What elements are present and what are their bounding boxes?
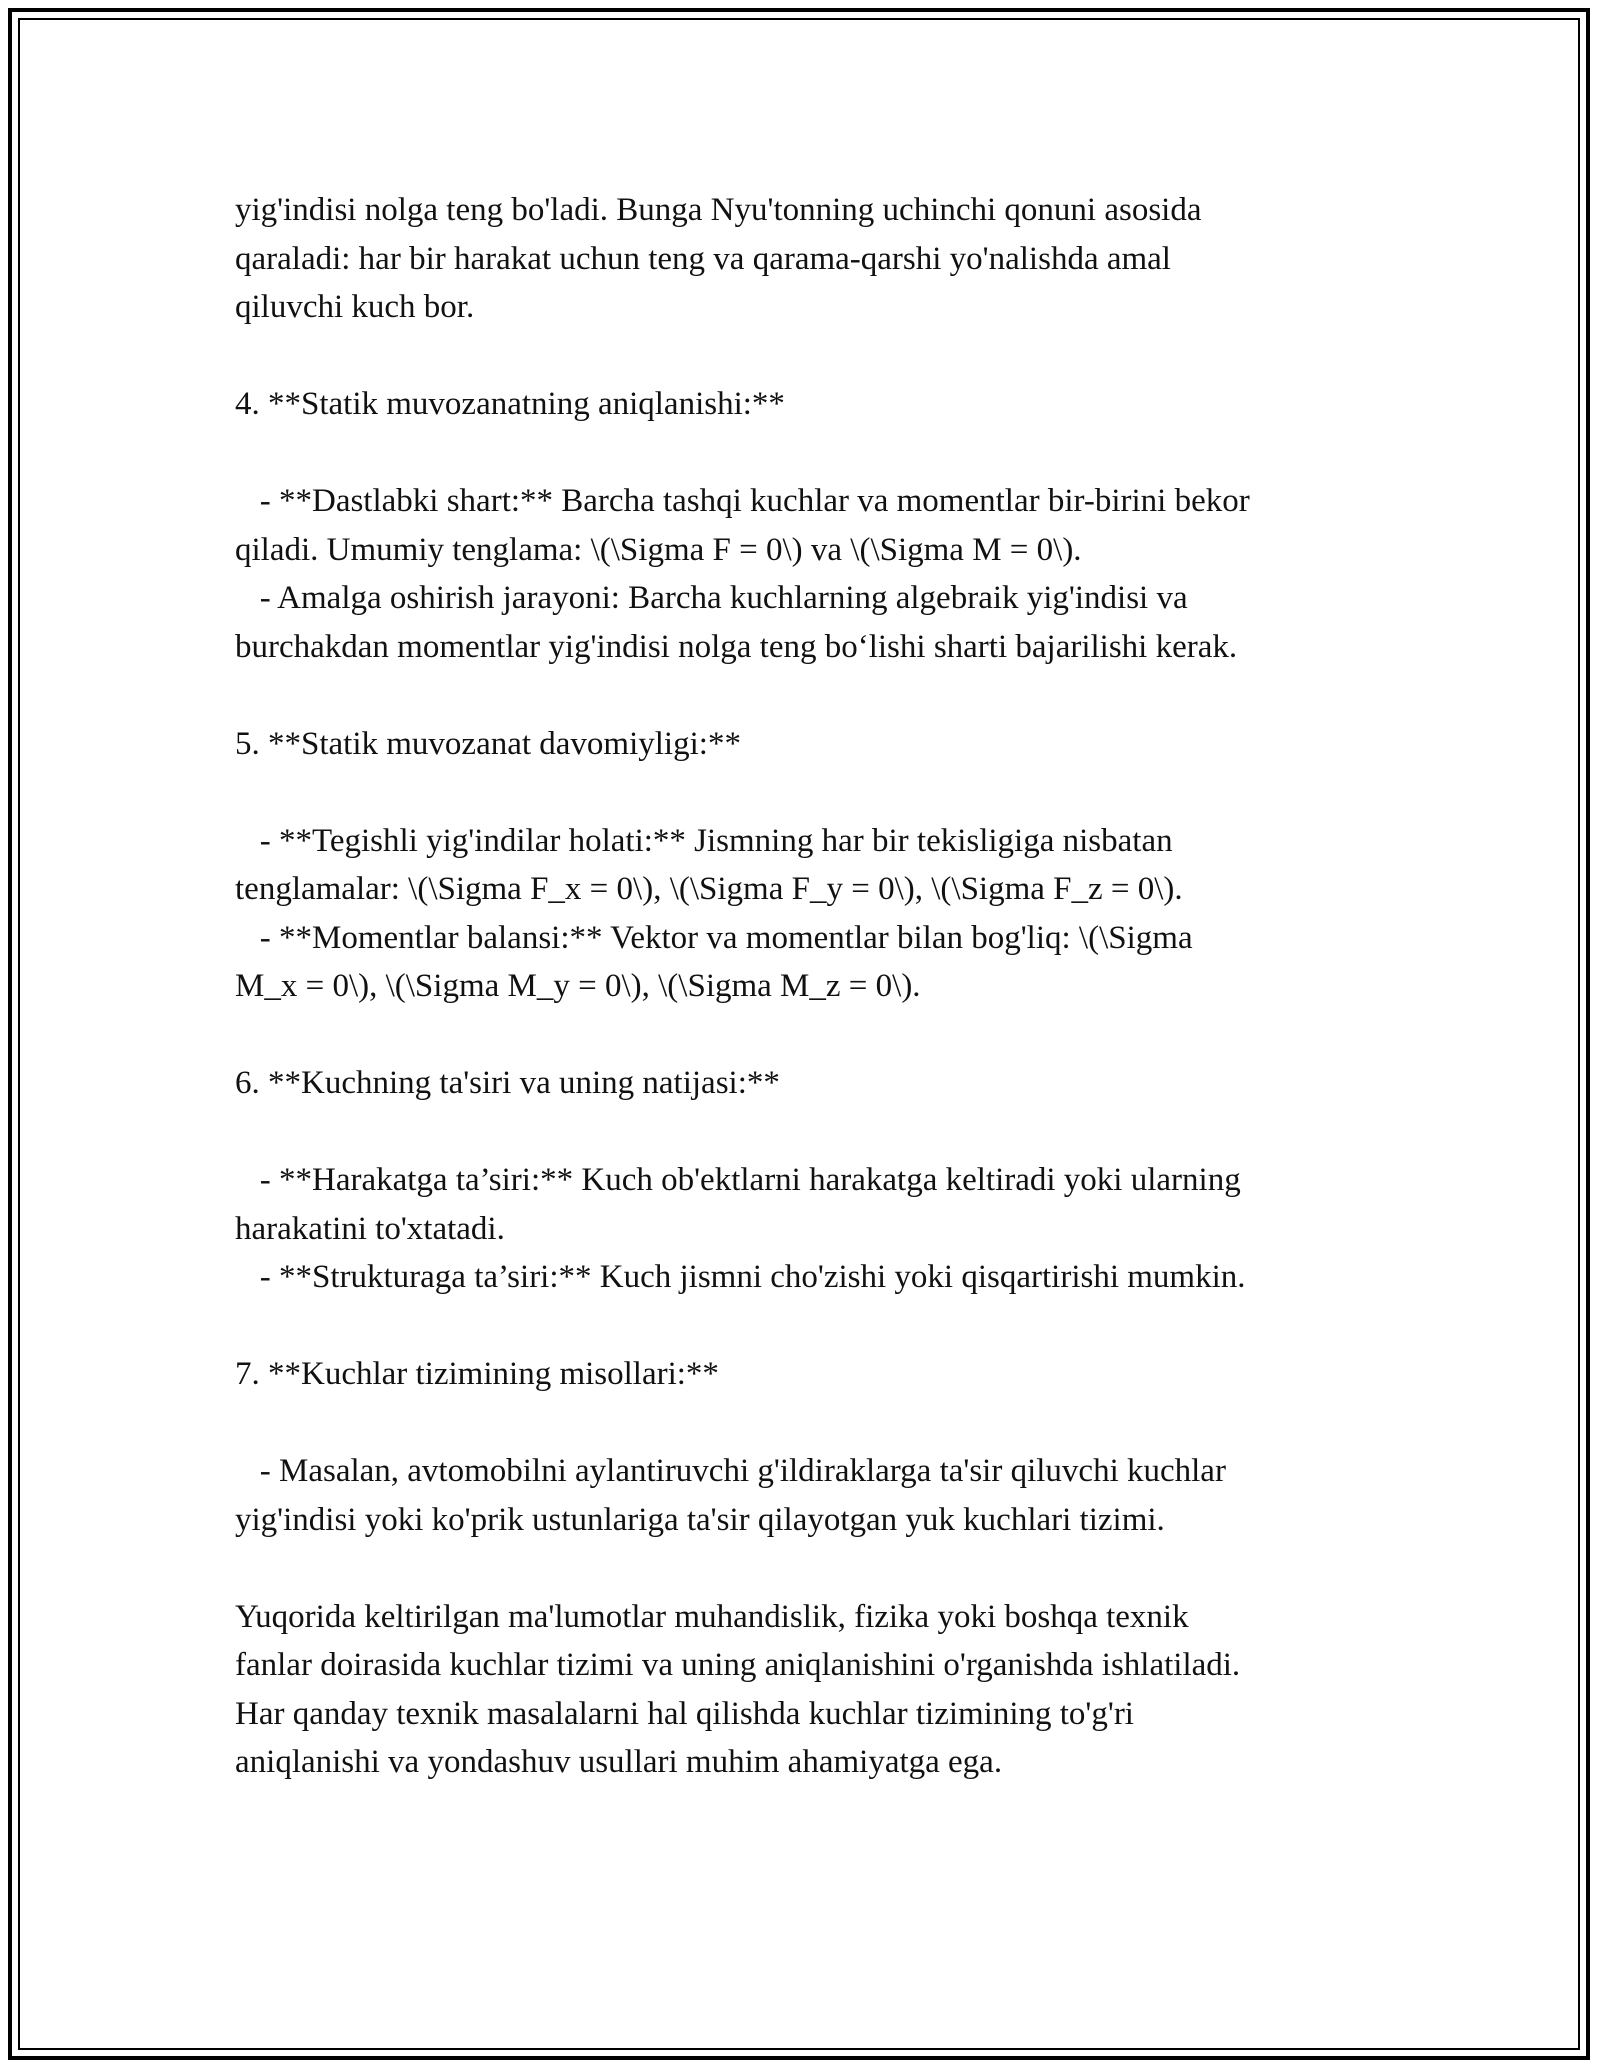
heading-section-5: 5. **Statik muvozanat davomiyligi:** [235,725,741,762]
paragraph-gap [235,1108,1375,1157]
paragraph-gap [235,1544,1375,1593]
heading-section-4: 4. **Statik muvozanatning aniqlanishi:** [235,386,785,422]
list-section-7: - Masalan, avtomobilni aylantiruvchi g'ildiraklarga ta'sir qiluvchi kuchlar yig'indisi yoki ko'prik ustunlariga ta'sir qilayotgan yuk kuchlari tizimi. [235,1453,1226,1538]
paragraph-gap [235,671,1375,720]
paragraph-conclusion: Yuqorida keltirilgan ma'lumotlar muhandislik, fizika yoki boshqa texnik fanlar doirasida kuchlar tizimi va uning aniqlanishini o'rganishda ishlatiladi. Har qanday texnik masalalarni hal qilishda kuchlar tizimining to'g'ri aniqlanishi va yondashuv usullari muhim ahamiyatga ega. [235,1598,1241,1780]
document-body [235,186,1375,1787]
paragraph-gap [235,768,1375,817]
heading-section-7: 7. **Kuchlar tizimining misollari:** [235,1356,719,1392]
heading-section-6: 6. **Kuchning ta'siri va uning natijasi:** [235,1065,780,1101]
paragraph-gap [235,1011,1375,1060]
paragraph-intro: yig'indisi nolga teng bo'ladi. Bunga Nyu'tonning uchinchi qonuni asosida qaraladi: har bir harakat uchun teng va qarama-qarshi yo'nalishda amal qiluvchi kuch bor. [235,192,1202,325]
paragraph-gap [235,1302,1375,1351]
paragraph-gap [235,1399,1375,1448]
list-section-6: - **Harakatga ta’siri:** Kuch ob'ektlarni harakatga keltiradi yoki ularning harakatini to'xtatadi. - **Strukturaga ta’siri:** Kuch jismni cho'zishi yoki qisqartirishi mumkin. [235,1162,1246,1295]
paragraph-gap [235,429,1375,478]
list-section-5: - **Tegishli yig'indilar holati:** Jismning har bir tekisligiga nisbatan tenglamalar: \(\Sigma F_x = 0\), \(\Sigma F_y = 0\), \(\Sigma F_z = 0\). - **Momentlar balansi:** Vektor va momentlar bilan bog'liq: \(\Sigma M_x = 0\), \(\Sigma M_y = 0\), \(\Sigma M_z = 0\). [235,822,1193,1004]
paragraph-gap [235,332,1375,381]
list-section-4: - **Dastlabki shart:** Barcha tashqi kuchlar va momentlar bir-birini bekor qiladi. Umumiy tenglama: \(\Sigma F = 0\) va \(\Sigma M = 0\). - Amalga oshirish jarayoni: Barcha kuchlarning algebraik yig'indisi va burchakdan momentlar yig'indisi nolga teng bo‘lishi sharti bajarilishi kerak. [235,483,1250,665]
